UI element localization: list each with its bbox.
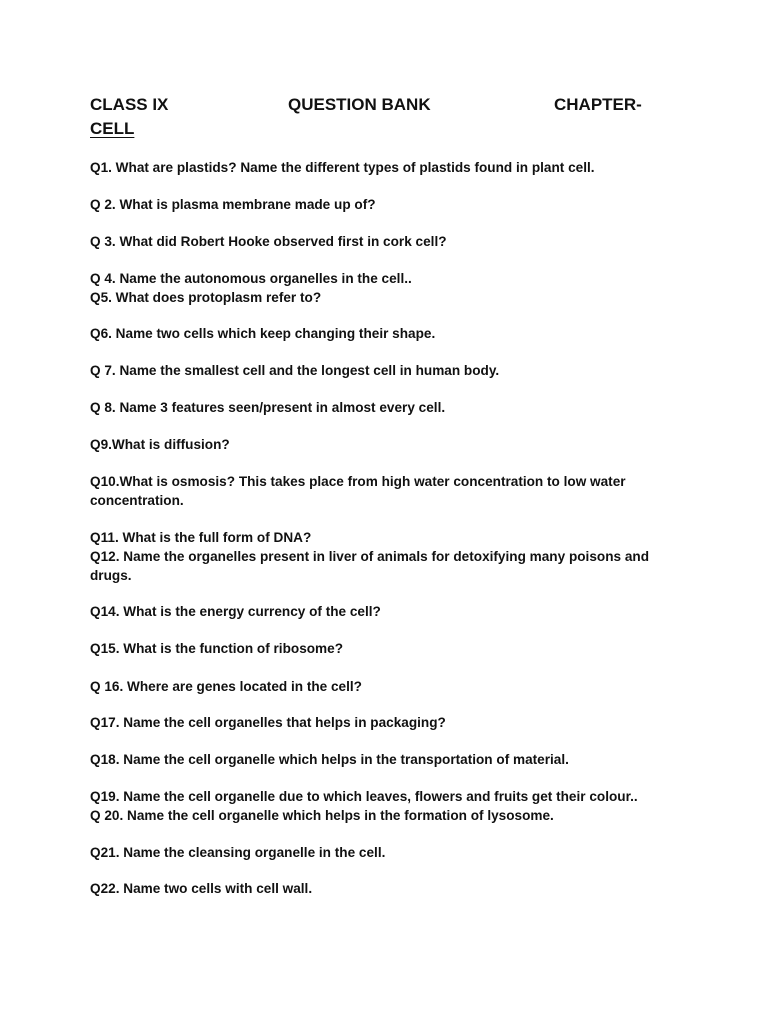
question-7: Q 7. Name the smallest cell and the longest cell in human body. — [90, 363, 500, 378]
question-6: Q6. Name two cells which keep changing their shape. — [90, 326, 436, 341]
question-8: Q 8. Name 3 features seen/present in almost every cell. — [90, 400, 446, 415]
question-10: Q10.What is osmosis? This takes place from high water concentration to low water concentration. — [90, 474, 626, 508]
question-bank-label: QUESTION BANK — [288, 95, 431, 114]
question-1: Q1. What are plastids? Name the different types of plastids found in plant cell. — [90, 160, 595, 175]
question-16: Q 16. Where are genes located in the cell? — [90, 679, 362, 694]
question-5: Q5. What does protoplasm refer to? — [90, 290, 322, 305]
question-14: Q14. What is the energy currency of the cell? — [90, 604, 381, 619]
question-22: Q22. Name two cells with cell wall. — [90, 881, 313, 896]
question-18: Q18. Name the cell organelle which helps in the transportation of material. — [90, 752, 569, 767]
question-20: Q 20. Name the cell organelle which helps in the formation of lysosome. — [90, 808, 554, 823]
question-21: Q21. Name the cleansing organelle in the cell. — [90, 845, 386, 860]
question-11: Q11. What is the full form of DNA? — [90, 530, 312, 545]
question-17: Q17. Name the cell organelles that helps in packaging? — [90, 715, 446, 730]
chapter-label: CHAPTER- — [554, 95, 642, 114]
question-12: Q12. Name the organelles present in liver of animals for detoxifying many poisons and drugs. — [90, 549, 649, 583]
question-3: Q 3. What did Robert Hooke observed first in cork cell? — [90, 234, 447, 249]
question-2: Q 2. What is plasma membrane made up of? — [90, 197, 376, 212]
question-19: Q19. Name the cell organelle due to which leaves, flowers and fruits get their colour.. — [90, 789, 638, 804]
question-9: Q9.What is diffusion? — [90, 437, 230, 452]
question-4: Q 4. Name the autonomous organelles in the cell.. — [90, 271, 412, 286]
class-label: CLASS IX — [90, 95, 169, 114]
question-15: Q15. What is the function of ribosome? — [90, 641, 344, 656]
header-line — [90, 95, 646, 115]
chapter-name: CELL — [90, 119, 135, 138]
